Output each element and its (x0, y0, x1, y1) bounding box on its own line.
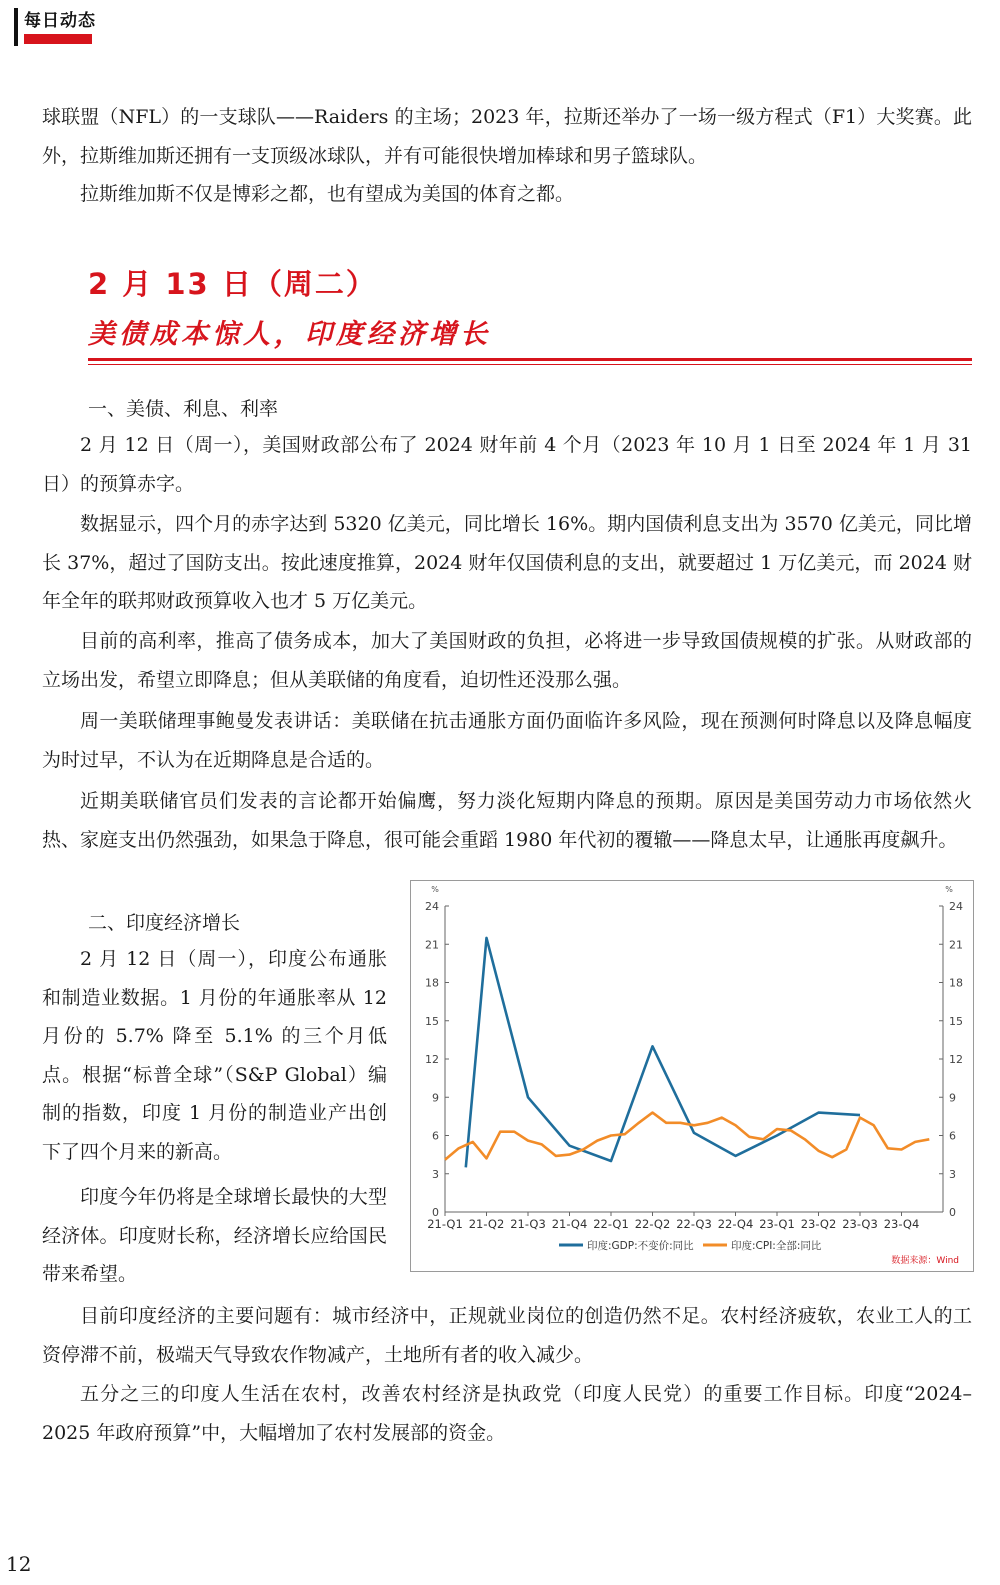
y-tick-label-right: 12 (949, 1053, 963, 1066)
part1-heading: 一、美债、利息、利率 (88, 398, 279, 420)
y-tick-label-right: 9 (949, 1091, 956, 1105)
x-tick-label: 21-Q3 (510, 1217, 546, 1231)
part2-paragraph: 2 月 12 日（周一），印度公布通胀和制造业数据。1 月份的年通胀率从 12 月份的 5.7% 降至 5.1% 的三个月低点。根据“标普全球”（S&P Global）编制的指数，印度 1 月份的制造业产出创下了四个月来的新高。 (42, 948, 387, 1163)
x-tick-label: 22-Q3 (676, 1217, 712, 1231)
x-tick-label: 21-Q1 (427, 1217, 463, 1231)
section-rule (88, 358, 972, 361)
x-tick-label: 23-Q1 (759, 1217, 795, 1231)
x-tick-label: 22-Q2 (634, 1217, 671, 1231)
legend-label-2: 印度:CPI:全部:同比 (731, 1240, 822, 1252)
section-rule-thin (88, 364, 972, 365)
y-tick-label-right: 21 (949, 938, 963, 952)
x-tick-label: 23-Q2 (800, 1217, 837, 1231)
chart-source: 数据来源：Wind (891, 1256, 959, 1266)
intro-paragraph-1: 球联盟（NFL）的一支球队——Raiders 的主场；2023 年，拉斯还举办了一场一级方程式（F1）大奖赛。此外，拉斯维加斯还拥有一支顶级冰球队，并有可能很快增加棒球和男子篮球队。 (42, 106, 972, 167)
series-line-1 (466, 938, 860, 1168)
part2-paragraph: 目前印度经济的主要问题有：城市经济中，正规就业岗位的创造仍然不足。农村经济疲软，农业工人的工资停滞不前，极端天气导致农作物减产，土地所有者的收入减少。 (42, 1305, 972, 1366)
y-tick-label-right: 6 (949, 1129, 956, 1143)
y-tick-label-left: 3 (432, 1167, 439, 1181)
y-tick-label-right: 0 (949, 1206, 956, 1219)
y-tick-label-left: 6 (432, 1129, 439, 1143)
y-tick-label-right: 24 (949, 900, 963, 913)
part1-paragraph: 近期美联储官员们发表的言论都开始偏鹰，努力淡化短期内降息的预期。原因是美国劳动力市场依然火热、家庭支出仍然强劲，如果急于降息，很可能会重蹈 1980 年代初的覆辙——降息太早，让通胀再度飙升。 (42, 790, 972, 851)
part1-paragraph: 周一美联储理事鲍曼发表讲话：美联储在抗击通胀方面仍面临许多风险，现在预测何时降息以及降息幅度为时过早，不认为在近期降息是合适的。 (42, 710, 972, 771)
intro-paragraph-2: 拉斯维加斯不仅是博彩之都，也有望成为美国的体育之都。 (80, 183, 575, 205)
x-tick-label: 22-Q1 (593, 1217, 629, 1231)
page-number: 12 (6, 1552, 32, 1576)
y-tick-label-right: 18 (949, 976, 963, 990)
y-unit-right: % (945, 885, 953, 894)
part1-paragraph: 数据显示，四个月的赤字达到 5320 亿美元，同比增长 16%。期内国债利息支出为 3570 亿美元，同比增长 37%，超过了国防支出。按此速度推算，2024 财年仅国债利息的支出，就要超过 1 万亿美元，而 2024 财年全年的联邦财政预算收入也才 5 万亿美元。 (42, 513, 972, 612)
y-unit-left: % (431, 885, 439, 894)
header-red-bar (24, 34, 92, 44)
legend-label-1: 印度:GDP:不变价:同比 (587, 1240, 694, 1252)
header-label: 每日动态 (24, 11, 96, 31)
part1-paragraph: 目前的高利率，推高了债务成本，加大了美国财政的负担，必将进一步导致国债规模的扩张。从财政部的立场出发，希望立即降息；但从美联储的角度看，迫切性还没那么强。 (42, 630, 972, 691)
header-bar (14, 8, 18, 46)
y-tick-label-right: 3 (949, 1167, 956, 1181)
part2-paragraph: 印度今年仍将是全球增长最快的大型经济体。印度财长称，经济增长应给国民带来希望。 (42, 1186, 387, 1285)
part1-paragraph: 2 月 12 日（周一），美国财政部公布了 2024 财年前 4 个月（2023 年 10 月 1 日至 2024 年 1 月 31 日）的预算赤字。 (42, 434, 972, 495)
x-tick-label: 21-Q4 (551, 1217, 588, 1231)
section-title: 美债成本惊人，印度经济增长 (88, 319, 491, 350)
x-tick-label: 21-Q2 (468, 1217, 505, 1231)
y-tick-label-left: 12 (425, 1053, 439, 1066)
section-date: 2 月 13 日（周二） (88, 267, 377, 301)
y-tick-label-left: 21 (425, 938, 439, 952)
y-tick-label-right: 15 (949, 1014, 963, 1028)
chart-svg (411, 881, 973, 1271)
y-tick-label-left: 0 (432, 1206, 439, 1219)
x-tick-label: 23-Q4 (883, 1217, 920, 1231)
y-tick-label-left: 18 (425, 976, 439, 990)
india-gdp-cpi-chart (410, 880, 974, 1272)
y-tick-label-left: 24 (425, 900, 439, 913)
part2-paragraph: 五分之三的印度人生活在农村，改善农村经济是执政党（印度人民党）的重要工作目标。印度“2024–2025 年政府预算”中，大幅增加了农村发展部的资金。 (42, 1383, 972, 1444)
y-tick-label-left: 9 (432, 1091, 439, 1105)
part2-heading: 二、印度经济增长 (88, 912, 241, 934)
x-tick-label: 22-Q4 (717, 1217, 754, 1231)
y-tick-label-left: 15 (425, 1014, 439, 1028)
x-tick-label: 23-Q3 (842, 1217, 878, 1231)
